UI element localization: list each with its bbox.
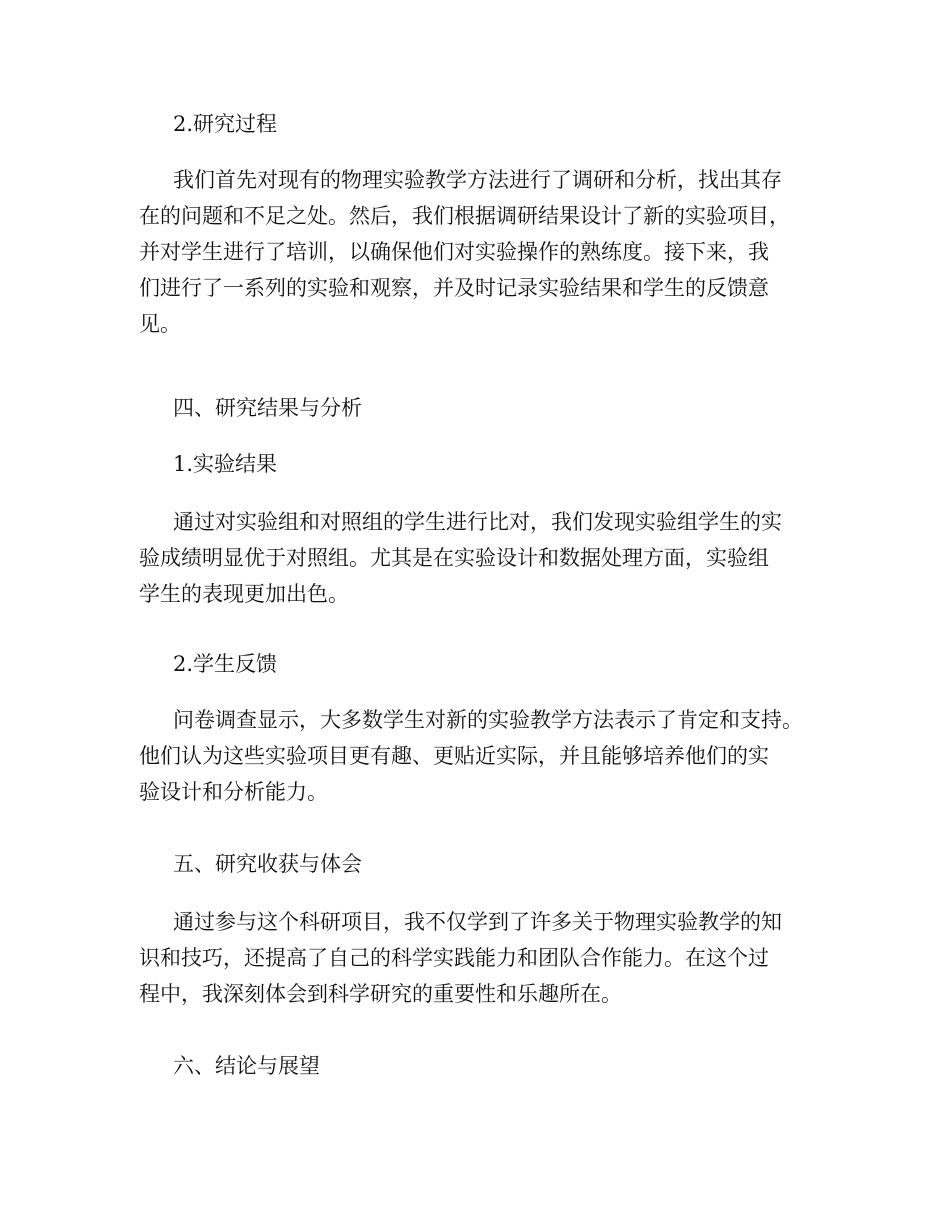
paragraph-line: 通过参与这个科研项目，我不仅学到了许多关于物理实验教学的知 — [173, 910, 782, 934]
paragraph-line: 验成绩明显优于对照组。尤其是在实验设计和数据处理方面，实验组 — [139, 546, 769, 570]
paragraph-student-feedback — [139, 702, 829, 810]
heading-research-process: 2.研究过程 — [173, 112, 278, 136]
heading-experiment-results: 1.实验结果 — [173, 452, 278, 476]
paragraph-line: 在的问题和不足之处。然后，我们根据调研结果设计了新的实验项目， — [139, 204, 790, 228]
paragraph-line: 并对学生进行了培训，以确保他们对实验操作的熟练度。接下来，我 — [139, 240, 769, 264]
heading-conclusion-outlook: 六、结论与展望 — [173, 1054, 320, 1078]
paragraph-line: 我们首先对现有的物理实验教学方法进行了调研和分析，找出其存 — [173, 168, 782, 192]
paragraph-line: 问卷调查显示，大多数学生对新的实验教学方法表示了肯定和支持。 — [173, 708, 803, 732]
paragraph-research-process — [139, 162, 829, 342]
paragraph-gains-reflections — [139, 904, 829, 1012]
heading-gains-reflections: 五、研究收获与体会 — [173, 852, 362, 876]
paragraph-line: 程中，我深刻体会到科学研究的重要性和乐趣所在。 — [139, 982, 622, 1006]
paragraph-line: 通过对实验组和对照组的学生进行比对，我们发现实验组学生的实 — [173, 510, 782, 534]
paragraph-line: 见。 — [139, 312, 181, 336]
paragraph-line: 识和技巧，还提高了自己的科学实践能力和团队合作能力。在这个过 — [139, 946, 769, 970]
paragraph-line: 们进行了一系列的实验和观察，并及时记录实验结果和学生的反馈意 — [139, 276, 769, 300]
paragraph-line: 学生的表现更加出色。 — [139, 582, 349, 606]
heading-student-feedback: 2.学生反馈 — [173, 652, 278, 676]
paragraph-line: 他们认为这些实验项目更有趣、更贴近实际，并且能够培养他们的实 — [139, 744, 769, 768]
paragraph-experiment-results — [139, 504, 829, 612]
heading-results-analysis: 四、研究结果与分析 — [173, 396, 362, 420]
paragraph-line: 验设计和分析能力。 — [139, 780, 328, 804]
